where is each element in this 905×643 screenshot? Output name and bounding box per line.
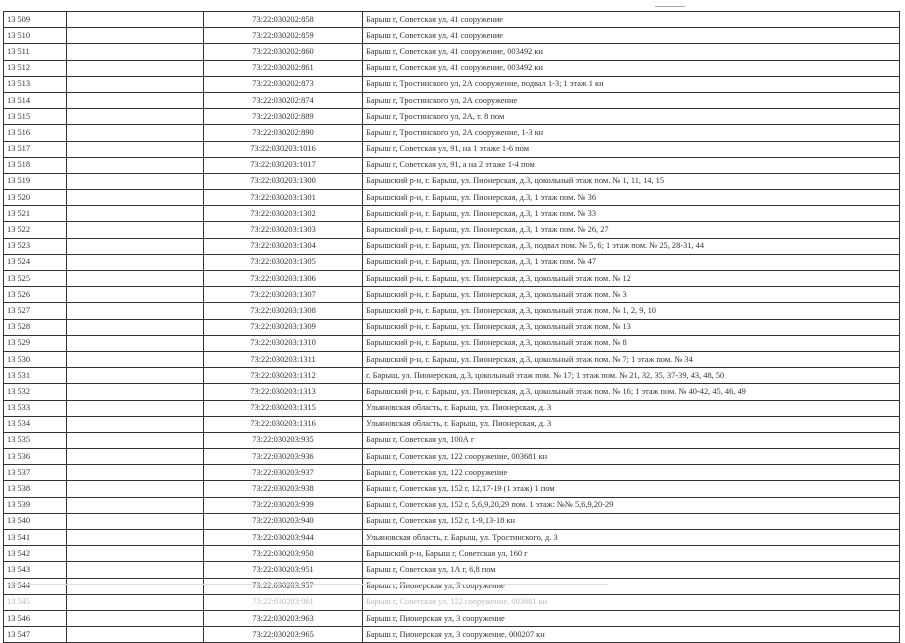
table-row: [4, 141, 900, 157]
empty-cell: [67, 481, 204, 497]
table-row: [4, 287, 900, 303]
row-number-cell: 13 534: [4, 416, 67, 432]
table-row: [4, 222, 900, 238]
cadastral-number-cell: 73:22:030202:861: [204, 60, 363, 76]
empty-cell: [67, 287, 204, 303]
cadastral-number-cell: 73:22:030203:1016: [204, 141, 363, 157]
row-number-cell: 13 531: [4, 368, 67, 384]
top-scan-mark: [655, 6, 685, 7]
cadastral-number-cell: 73:22:030203:944: [204, 530, 363, 546]
address-cell: Барыш г, Пионерская ул, 3 сооружение: [363, 578, 900, 594]
registry-sheet: [3, 11, 899, 643]
table-row: [4, 368, 900, 384]
table-row: [4, 627, 900, 643]
table-row: [4, 578, 900, 594]
table-row: [4, 44, 900, 60]
empty-cell: [67, 368, 204, 384]
address-cell: Барыш г, Советская ул, 91, а на 2 этаже 1-4 пом: [363, 157, 900, 173]
cadastral-number-cell: 73:22:030202:874: [204, 92, 363, 108]
cadastral-number-cell: 73:22:030203:1304: [204, 238, 363, 254]
cadastral-number-cell: 73:22:030203:1310: [204, 335, 363, 351]
table-row: [4, 335, 900, 351]
cadastral-number-cell: 73:22:030203:940: [204, 513, 363, 529]
row-number-cell: 13 547: [4, 627, 67, 643]
row-number-cell: 13 518: [4, 157, 67, 173]
table-row: [4, 400, 900, 416]
row-number-cell: 13 545: [4, 594, 67, 610]
row-number-cell: 13 533: [4, 400, 67, 416]
table-row: [4, 109, 900, 125]
cadastral-number-cell: 73:22:030203:1303: [204, 222, 363, 238]
table-row: [4, 594, 900, 610]
row-number-cell: 13 528: [4, 319, 67, 335]
table-row: [4, 28, 900, 44]
address-cell: Барышский р-н, Барыш г, Советская ул, 160 г: [363, 546, 900, 562]
empty-cell: [67, 206, 204, 222]
address-cell: Барыш г, Тростинского ул, 2А сооружение, подвал 1-3; 1 этаж 1 кн: [363, 76, 900, 92]
row-number-cell: 13 509: [4, 12, 67, 28]
empty-cell: [67, 109, 204, 125]
table-row: [4, 60, 900, 76]
row-number-cell: 13 530: [4, 351, 67, 367]
table-row: [4, 384, 900, 400]
cadastral-number-cell: 73:22:030203:1017: [204, 157, 363, 173]
table-row: [4, 610, 900, 626]
address-cell: Барыш г, Тростинского ул, 2А сооружение: [363, 92, 900, 108]
row-number-cell: 13 521: [4, 206, 67, 222]
address-cell: Барыш г, Тростинского ул, 2А сооружение, 1-3 кн: [363, 125, 900, 141]
empty-cell: [67, 578, 204, 594]
address-cell: Барыш г, Советская ул, 122 сооружение, 003681 кн: [363, 449, 900, 465]
row-number-cell: 13 536: [4, 449, 67, 465]
empty-cell: [67, 400, 204, 416]
address-cell: Барышский р-н, г. Барыш, ул. Пионерская, д.3, цокольный этаж пом. № 1, 11, 14, 15: [363, 173, 900, 189]
row-number-cell: 13 524: [4, 254, 67, 270]
table-row: [4, 271, 900, 287]
address-cell: Барышский р-н, г. Барыш, ул. Пионерская, д.3, цокольный этаж пом. № 13: [363, 319, 900, 335]
row-number-cell: 13 514: [4, 92, 67, 108]
address-cell: Барыш г, Тростинского ул, 2А, т. 8 пом: [363, 109, 900, 125]
cadastral-number-cell: 73:22:030203:1302: [204, 206, 363, 222]
table-row: [4, 206, 900, 222]
cadastral-number-cell: 73:22:030203:963: [204, 610, 363, 626]
address-cell: Барышский р-н, г. Барыш, ул. Пионерская, д.3, цокольный этаж пом. № 8: [363, 335, 900, 351]
row-number-cell: 13 540: [4, 513, 67, 529]
table-row: [4, 530, 900, 546]
row-number-cell: 13 515: [4, 109, 67, 125]
row-number-cell: 13 544: [4, 578, 67, 594]
registry-table-body: [4, 12, 900, 643]
empty-cell: [67, 157, 204, 173]
empty-cell: [67, 513, 204, 529]
address-cell: Барыш г, Советская ул, 152 г, 5,6,9,20,29 пом. 1 этаж: №№ 5,6,9,20-29: [363, 497, 900, 513]
empty-cell: [67, 254, 204, 270]
cadastral-number-cell: 73:22:030202:873: [204, 76, 363, 92]
table-row: [4, 562, 900, 578]
empty-cell: [67, 12, 204, 28]
empty-cell: [67, 28, 204, 44]
table-row: [4, 546, 900, 562]
row-number-cell: 13 537: [4, 465, 67, 481]
address-cell: Барыш г, Советская ул, 1А г, 6,8 пом: [363, 562, 900, 578]
cadastral-number-cell: 73:22:030203:1311: [204, 351, 363, 367]
cadastral-number-cell: 73:22:030203:1313: [204, 384, 363, 400]
address-cell: Барыш г, Советская ул, 100А г: [363, 432, 900, 448]
cadastral-number-cell: 73:22:030202:859: [204, 28, 363, 44]
address-cell: Барыш г, Пионерская ул, 3 сооружение: [363, 610, 900, 626]
cadastral-number-cell: 73:22:030203:957: [204, 578, 363, 594]
empty-cell: [67, 465, 204, 481]
empty-cell: [67, 76, 204, 92]
empty-cell: [67, 190, 204, 206]
cadastral-number-cell: 73:22:030203:951: [204, 562, 363, 578]
address-cell: Барыш г, Советская ул, 41 сооружение: [363, 28, 900, 44]
address-cell: Барышский р-н, г. Барыш, ул. Пионерская, д.3, цокольный этаж пом. № 7; 1 этаж пом. № 34: [363, 351, 900, 367]
empty-cell: [67, 335, 204, 351]
table-row: [4, 238, 900, 254]
empty-cell: [67, 44, 204, 60]
cadastral-number-cell: 73:22:030203:1300: [204, 173, 363, 189]
cadastral-number-cell: 73:22:030203:1307: [204, 287, 363, 303]
row-number-cell: 13 516: [4, 125, 67, 141]
address-cell: Барышский р-н, г. Барыш, ул. Пионерская, д.3, 1 этаж пом. № 47: [363, 254, 900, 270]
empty-cell: [67, 141, 204, 157]
cadastral-number-cell: 73:22:030202:889: [204, 109, 363, 125]
row-number-cell: 13 512: [4, 60, 67, 76]
cadastral-number-cell: 73:22:030203:950: [204, 546, 363, 562]
empty-cell: [67, 271, 204, 287]
scan-fold-line: [8, 584, 608, 585]
empty-cell: [67, 562, 204, 578]
cadastral-number-cell: 73:22:030203:1305: [204, 254, 363, 270]
address-cell: Барыш г, Советская ул, 41 сооружение, 003492 кн: [363, 44, 900, 60]
table-row: [4, 319, 900, 335]
address-cell: Барыш г, Советская ул, 41 сооружение, 003492 кн: [363, 60, 900, 76]
empty-cell: [67, 319, 204, 335]
address-cell: г. Барыш, ул. Пионерская, д.3, цокольный этаж пом. № 17; 1 этаж пом. № 21, 32, 35, 37-39, 43, 48, 50: [363, 368, 900, 384]
cadastral-number-cell: 73:22:030203:1301: [204, 190, 363, 206]
address-cell: Барыш г, Советская ул, 122 сооружение: [363, 465, 900, 481]
row-number-cell: 13 522: [4, 222, 67, 238]
table-row: [4, 481, 900, 497]
empty-cell: [67, 497, 204, 513]
empty-cell: [67, 351, 204, 367]
empty-cell: [67, 60, 204, 76]
address-cell: Барышский р-н, г. Барыш, ул. Пионерская, д.3, 1 этаж пом. № 36: [363, 190, 900, 206]
empty-cell: [67, 238, 204, 254]
row-number-cell: 13 542: [4, 546, 67, 562]
address-cell: Барыш г, Советская ул, 91, на 1 этаже 1-6 пом: [363, 141, 900, 157]
cadastral-number-cell: 73:22:030203:1306: [204, 271, 363, 287]
table-row: [4, 254, 900, 270]
address-cell: Барышский р-н, г. Барыш, ул. Пионерская, д.3, подвал пом. № 5, 6; 1 этаж пом. № 25, 28-31, 44: [363, 238, 900, 254]
address-cell: Барыш г, Советская ул, 41 сооружение: [363, 12, 900, 28]
empty-cell: [67, 222, 204, 238]
address-cell: Барыш г, Советская ул, 152 г, 12,17-19 (1 этаж) 1 пом: [363, 481, 900, 497]
table-row: [4, 416, 900, 432]
row-number-cell: 13 513: [4, 76, 67, 92]
address-cell: Барыш г, Советская ул, 152 г, 1-9,13-18 кн: [363, 513, 900, 529]
row-number-cell: 13 527: [4, 303, 67, 319]
table-row: [4, 449, 900, 465]
cadastral-number-cell: 73:22:030203:1309: [204, 319, 363, 335]
cadastral-number-cell: 73:22:030203:1315: [204, 400, 363, 416]
row-number-cell: 13 535: [4, 432, 67, 448]
address-cell: Ульяновская область, г. Барыш, ул. Пионерская, д. 3: [363, 400, 900, 416]
table-row: [4, 432, 900, 448]
empty-cell: [67, 432, 204, 448]
cadastral-number-cell: 73:22:030202:858: [204, 12, 363, 28]
empty-cell: [67, 303, 204, 319]
table-row: [4, 157, 900, 173]
row-number-cell: 13 510: [4, 28, 67, 44]
cadastral-number-cell: 73:22:030203:1312: [204, 368, 363, 384]
registry-table: [3, 11, 900, 643]
cadastral-number-cell: 73:22:030203:961: [204, 594, 363, 610]
table-row: [4, 497, 900, 513]
address-cell: Барышский р-н, г. Барыш, ул. Пионерская, д.3, 1 этаж пом. № 33: [363, 206, 900, 222]
row-number-cell: 13 539: [4, 497, 67, 513]
row-number-cell: 13 523: [4, 238, 67, 254]
address-cell: Барышский р-н, г. Барыш, ул. Пионерская, д.3, цокольный этаж пом. № 1, 2, 9, 10: [363, 303, 900, 319]
empty-cell: [67, 546, 204, 562]
address-cell: Барыш г, Пионерская ул, 3 сооружение, 000207 кн: [363, 627, 900, 643]
table-row: [4, 303, 900, 319]
empty-cell: [67, 627, 204, 643]
address-cell: Барышский р-н, г. Барыш, ул. Пионерская, д.3, 1 этаж пом. № 26, 27: [363, 222, 900, 238]
cadastral-number-cell: 73:22:030203:935: [204, 432, 363, 448]
table-row: [4, 513, 900, 529]
cadastral-number-cell: 73:22:030203:939: [204, 497, 363, 513]
address-cell: Барышский р-н, г. Барыш, ул. Пионерская, д.3, цокольный этаж пом. № 3: [363, 287, 900, 303]
cadastral-number-cell: 73:22:030202:860: [204, 44, 363, 60]
empty-cell: [67, 92, 204, 108]
row-number-cell: 13 541: [4, 530, 67, 546]
cadastral-number-cell: 73:22:030203:965: [204, 627, 363, 643]
address-cell: Ульяновская область, г. Барыш, ул. Тростинского, д. 3: [363, 530, 900, 546]
address-cell: Ульяновская область, г. Барыш, ул. Пионерская, д. 3: [363, 416, 900, 432]
address-cell: Барышский р-н, г. Барыш, ул. Пионерская, д.3, цокольный этаж пом. № 12: [363, 271, 900, 287]
empty-cell: [67, 610, 204, 626]
row-number-cell: 13 511: [4, 44, 67, 60]
address-cell: Барыш г, Советская ул, 122 сооружение, 003681 кн: [363, 594, 900, 610]
empty-cell: [67, 449, 204, 465]
row-number-cell: 13 532: [4, 384, 67, 400]
cadastral-number-cell: 73:22:030203:937: [204, 465, 363, 481]
row-number-cell: 13 538: [4, 481, 67, 497]
table-row: [4, 190, 900, 206]
empty-cell: [67, 530, 204, 546]
row-number-cell: 13 520: [4, 190, 67, 206]
table-row: [4, 12, 900, 28]
empty-cell: [67, 173, 204, 189]
table-row: [4, 351, 900, 367]
row-number-cell: 13 517: [4, 141, 67, 157]
empty-cell: [67, 594, 204, 610]
table-row: [4, 125, 900, 141]
empty-cell: [67, 416, 204, 432]
table-row: [4, 465, 900, 481]
empty-cell: [67, 384, 204, 400]
cadastral-number-cell: 73:22:030203:938: [204, 481, 363, 497]
address-cell: Барышский р-н, г. Барыш, ул. Пионерская, д.3, цокольный этаж пом. № 16; 1 этаж пом. № 40-42, 45, 46, 49: [363, 384, 900, 400]
cadastral-number-cell: 73:22:030203:1308: [204, 303, 363, 319]
row-number-cell: 13 546: [4, 610, 67, 626]
table-row: [4, 173, 900, 189]
cadastral-number-cell: 73:22:030203:1316: [204, 416, 363, 432]
row-number-cell: 13 525: [4, 271, 67, 287]
table-row: [4, 76, 900, 92]
row-number-cell: 13 526: [4, 287, 67, 303]
empty-cell: [67, 125, 204, 141]
table-row: [4, 92, 900, 108]
row-number-cell: 13 543: [4, 562, 67, 578]
row-number-cell: 13 519: [4, 173, 67, 189]
cadastral-number-cell: 73:22:030202:890: [204, 125, 363, 141]
cadastral-number-cell: 73:22:030203:936: [204, 449, 363, 465]
row-number-cell: 13 529: [4, 335, 67, 351]
